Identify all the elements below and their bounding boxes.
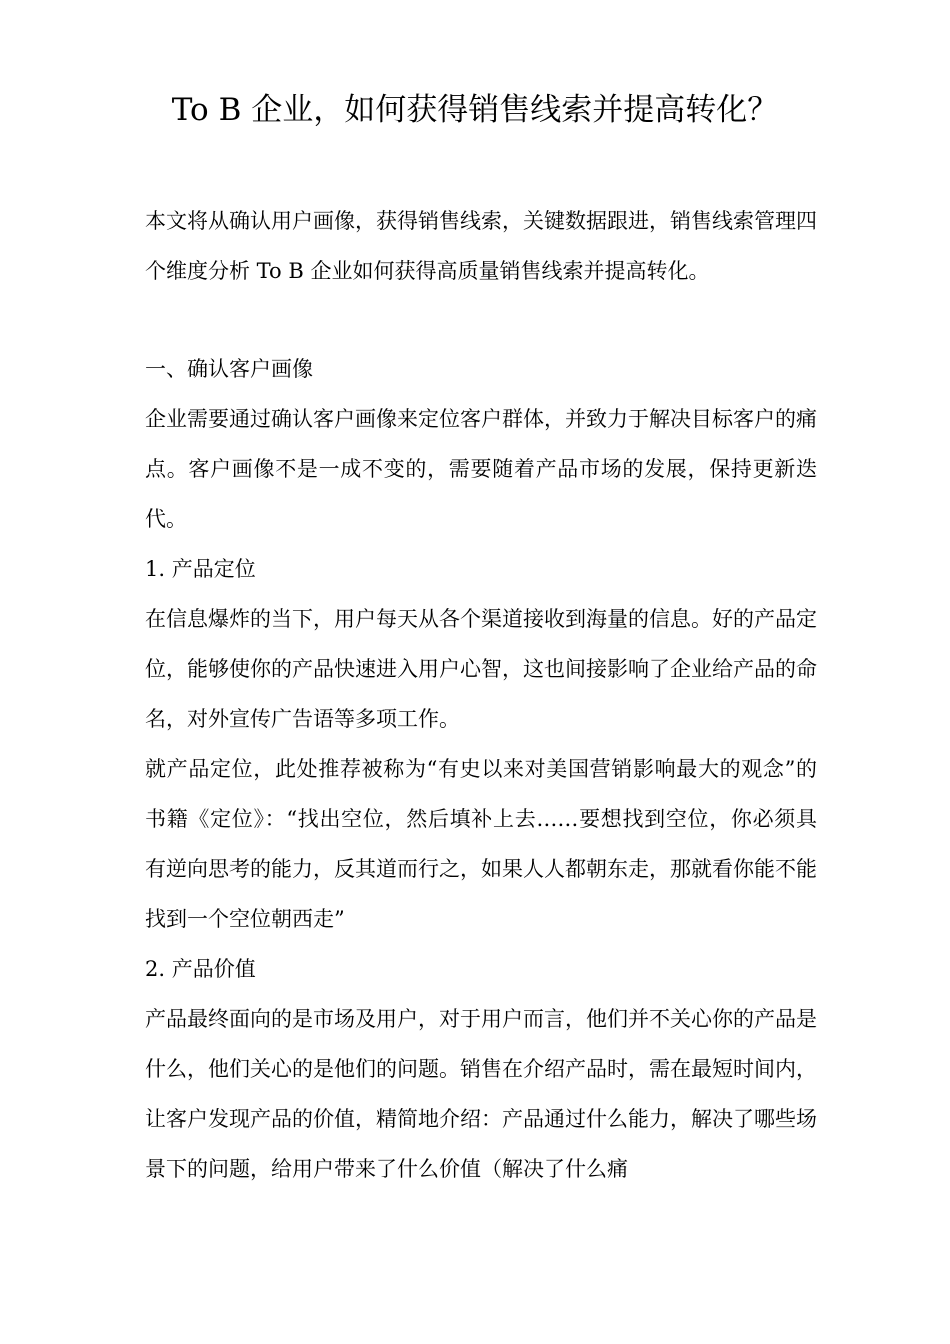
section-heading-customer-persona: 一、确认客户画像 bbox=[145, 357, 313, 381]
subsection-heading-product-positioning: 1. 产品定位 bbox=[145, 557, 256, 581]
subsection-heading-product-value: 2. 产品价值 bbox=[145, 957, 256, 981]
subsection-paragraph-positioning-quote: 就产品定位，此处推荐被称为“有史以来对美国营销影响最大的观念”的书籍《定位》：“找出空位，然后填补上去……要想找到空位，你必须具有逆向思考的能力，反其道而行之，如果人人都朝东走，那就看你能不能找到一个空位朝西走” bbox=[145, 757, 817, 931]
subsection-paragraph-product-positioning: 在信息爆炸的当下，用户每天从各个渠道接收到海量的信息。好的产品定位，能够使你的产品快速进入用户心智，这也间接影响了企业给产品的命名，对外宣传广告语等多项工作。 bbox=[145, 607, 817, 731]
section-paragraph-customer-persona: 企业需要通过确认客户画像来定位客户群体，并致力于解决目标客户的痛点。客户画像不是一成不变的，需要随着产品市场的发展，保持更新迭代。 bbox=[145, 407, 817, 531]
subsection-paragraph-product-value: 产品最终面向的是市场及用户，对于用户而言，他们并不关心你的产品是什么，他们关心的是他们的问题。销售在介绍产品时，需在最短时间内，让客户发现产品的价值，精简地介绍：产品通过什么能力，解决了哪些场景下的问题，给用户带来了什么价值（解决了什么痛 bbox=[145, 1007, 817, 1181]
intro-paragraph: 本文将从确认用户画像，获得销售线索，关键数据跟进，销售线索管理四个维度分析 To B 企业如何获得高质量销售线索并提高转化。 bbox=[145, 209, 817, 283]
document-title: To B 企业，如何获得销售线索并提高转化？ bbox=[171, 92, 779, 128]
